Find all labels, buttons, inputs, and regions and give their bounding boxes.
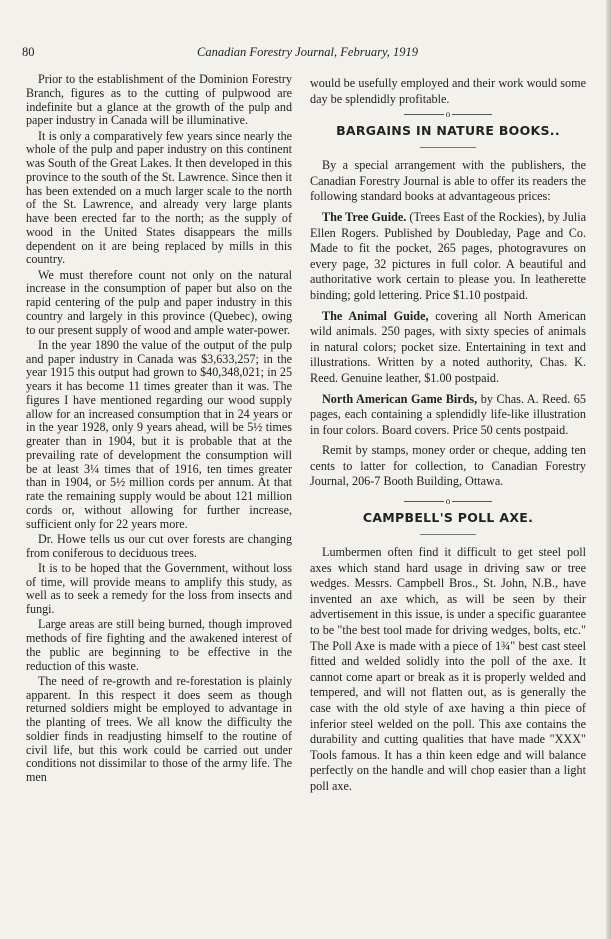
heading-rule: [420, 147, 476, 148]
journal-title: Canadian Forestry Journal, February, 1919: [197, 45, 419, 59]
book-game-birds: [310, 392, 586, 439]
paragraph-dominion-forestry: Prior to the establishment of the Dominion Forestry Branch, figures as to the cutting of pulpwood are indefinite but a glance at the growth of the pulp and paper industry in Canada will be illuminative.: [26, 72, 292, 128]
section-divider: [310, 108, 586, 119]
heading-rule: [420, 534, 476, 535]
left-column: [26, 73, 292, 786]
campbell-heading: CAMPBELL'S POLL AXE.: [362, 510, 534, 526]
divider-rule: [404, 501, 444, 502]
divider-rule: [452, 114, 492, 115]
paragraph-natural-increase: We must therefore count not only on the natural increase in the consumption of paper but also on the rapid centering of the pulp and paper industry in this country and largely in this province (Quebec), owing to our present supply of wood and ample water-power.: [26, 267, 292, 337]
book-description: by Chas. A. Reed. 65 pages, each containing a splendidly life-like illustration in four colors. Board covers. Price 50 cents postpaid.: [310, 391, 586, 437]
divider-mark: o: [445, 495, 451, 506]
campbell-paragraph: Lumbermen often find it difficult to get steel poll axes which stand hard usage in driving saw or tree wedges. Messrs. Campbell Bros., St. John, N.B., have invented an axe which, as will be seen by their advertisement in this issue, is under a specific guarantee to be "the best tool made for driving wedges, bolts, etc." The Poll Axe is made with a piece of 1¾" best cast steel fitted and welded solidly into the poll of the axe. It cannot come apart or break as it is properly welded and tempered, and will not flatten out, as is generally the case with the old style of axe having a thin piece of inferior steel welded on the poll. This axe contains the durability and cutting qualities that have made "XXX" Tools famous. It has a thin keen edge and will balance perfectly on the handle and will chop easier than a light poll axe.: [310, 545, 586, 793]
divider-mark: o: [445, 108, 451, 119]
section-divider: [310, 495, 586, 506]
divider-rule: [404, 114, 444, 115]
bargains-intro: By a special arrangement with the publishers, the Canadian Forestry Journal is able to offer its readers the following standard books at advantageous prices:: [310, 158, 586, 204]
page-edge-shadow: [606, 0, 611, 939]
paragraph-government-study: It is to be hoped that the Government, without loss of time, will provide means to amplify this study, as well as to seek a remedy for the loss from insects and fungi.: [26, 560, 292, 616]
page-number: 80: [22, 45, 35, 59]
paragraph-pulp-industry-history: It is only a comparatively few years since nearly the whole of the pulp and paper industry on this continent was South of the Great Lakes. It then developed in this province to the south of the St. Lawrence. Since then it has been extended on a much larger scale to the north of the St. Lawrence, and already very large plants have been erected far to the north; as the supply of wood in the United States disappears the mills dependent on it are being replaced by mills in this country.: [26, 128, 292, 267]
book-animal-guide: [310, 309, 586, 387]
paragraph-continuation: would be usefully employed and their work would some day be splendidly profitable.: [310, 76, 586, 106]
book-title: The Animal Guide,: [322, 308, 429, 323]
book-title: North American Game Birds,: [322, 391, 478, 406]
remit-instructions: Remit by stamps, money order or cheque, adding ten cents to latter for collection, to Canadian Forestry Journal, 206-7 Booth Building, Ottawa.: [310, 443, 586, 489]
book-description: (Trees East of the Rockies), by Julia Ellen Rogers. Published by Doubleday, Page and Co. Made to fit the pocket, 265 pages, photogravures on every page, 32 pictures in full color. A beautiful and authoritative work certain to please you. In leatherette binding; gold lettering. Price $1.10 postpaid.: [310, 209, 586, 302]
paragraph-dr-howe: Dr. Howe tells us our cut over forests are changing from coniferous to deciduous trees.: [26, 531, 292, 560]
running-head: [22, 45, 590, 61]
bargains-heading: BARGAINS IN NATURE BOOKS..: [336, 123, 560, 139]
right-column: [310, 76, 586, 800]
paragraph-fire-fighting: Large areas are still being burned, though improved methods of fire fighting and the awakened interest of the public are beginning to be effective in the reduction of this waste.: [26, 617, 292, 673]
book-tree-guide: [310, 210, 586, 304]
book-title: The Tree Guide.: [322, 209, 407, 224]
divider-rule: [452, 501, 492, 502]
paragraph-reforestation: The need of re-growth and re-forestation is plainly apparent. In this respect it does seem as though returned soldiers might be employed to advantage in the planting of trees. We all know the difficulty the soldier finds in readjusting himself to the routine of civil life, but this work could be carried out under conditions not dissimilar to those of the army life. The men: [26, 673, 292, 784]
paragraph-output-figures: In the year 1890 the value of the output of the pulp and paper industry in Canada was $3,633,257; in the year 1915 this output had grown to $40,348,021; in 25 years it has become 11 times greater than it was. The figures I have mentioned regarding our wood supply allow for an increased consumption that in 24 years or in the year 1928, only 9 years ahead, will be 5½ times greater than in 1904, but it is probable that at the prevailing rate of development the consumption will be at least 3¼ times that of 1916, ten times greater than in 1904, or 5½ million cords per annum. At that rate the remaining supply would be about 121 million cords or, without allowing for further increase, sufficient only for 22 years more.: [26, 337, 292, 531]
book-description: covering all North American wild animals. 250 pages, with sixty species of animals in natural colors; pocket size. Entertaining in text and illustrations. Written by a noted authority, Chas. K. Reed. Genuine leather, $1.00 postpaid.: [310, 308, 586, 385]
